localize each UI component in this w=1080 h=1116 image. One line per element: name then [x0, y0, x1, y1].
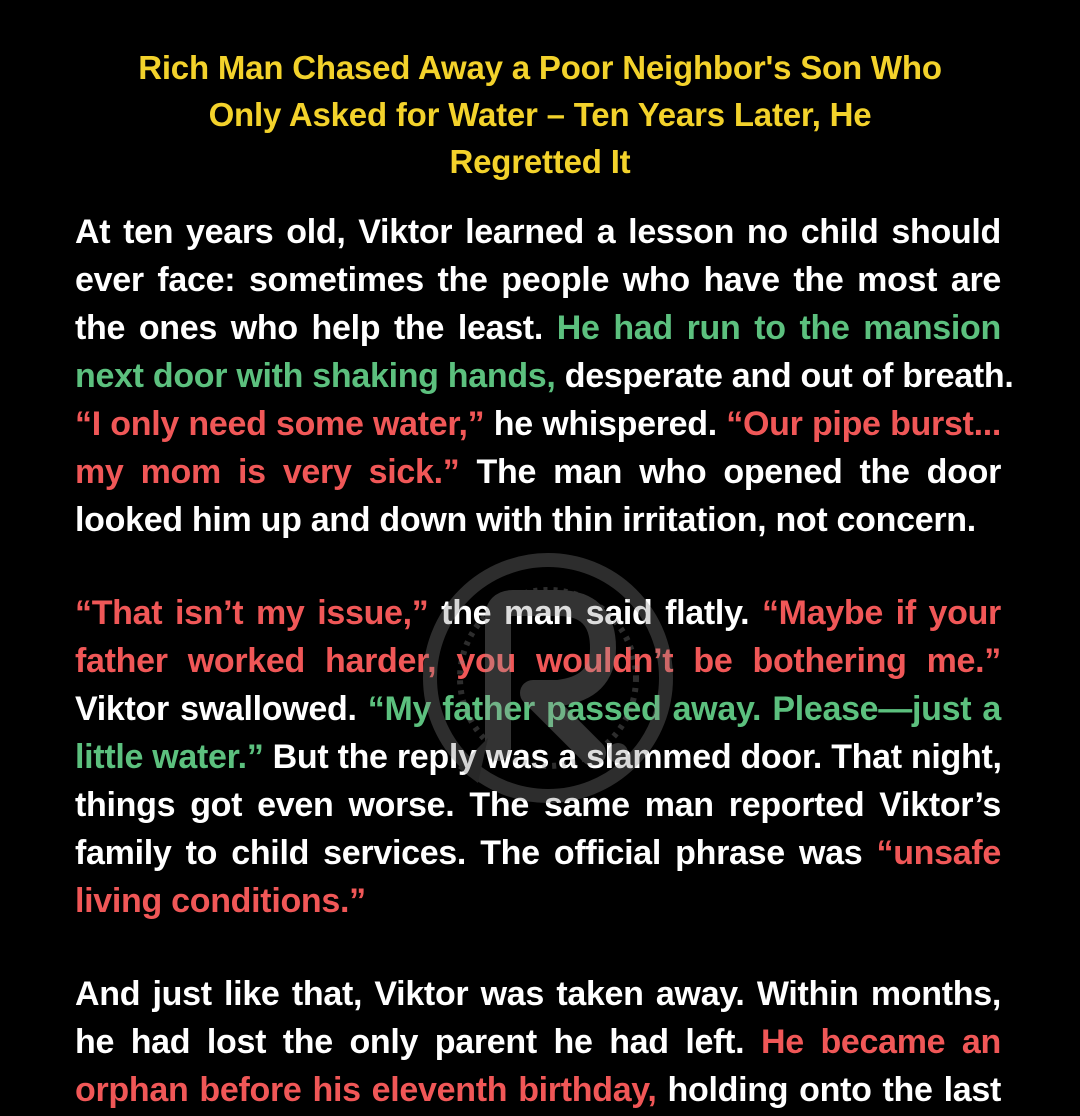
body-text: Viktor swallowed.: [75, 690, 368, 728]
body-text: And just like that, Viktor was taken away. Within months,: [75, 975, 1001, 1013]
highlight-red-text: orphan before his eleventh birthday,: [75, 1071, 657, 1109]
paragraph-1: [75, 208, 1014, 544]
body-text: But the reply was a slammed door. That night,: [263, 738, 1002, 776]
body-text: he whispered.: [484, 405, 727, 443]
text-line: [75, 256, 1001, 304]
highlight-red-text: my mom is very sick.”: [75, 453, 460, 491]
text-line: [75, 448, 1001, 496]
highlight-red-text: “Maybe if your: [761, 594, 1001, 632]
highlight-green-text: next door with shaking hands,: [75, 357, 556, 395]
text-line: [75, 496, 1001, 544]
text-line: [75, 1066, 1001, 1114]
highlight-red-text: “That isn’t my issue,”: [75, 594, 429, 632]
text-line: [75, 304, 1001, 352]
body-text: the ones who help the least.: [75, 309, 557, 347]
body-text: the man said flatly.: [428, 594, 762, 632]
highlight-green-text: He had run to the mansion: [556, 309, 1001, 347]
paragraph-3: [75, 970, 1001, 1114]
text-line: [75, 400, 1001, 448]
body-text: At ten years old, Viktor learned a lesson no child should: [75, 213, 1001, 251]
highlight-red-text: “Our pipe burst...: [726, 405, 1002, 443]
highlight-green-text: little water.”: [75, 738, 264, 776]
highlight-red-text: “unsafe: [876, 834, 1001, 872]
highlight-green-text: “My father passed away. Please—just a: [367, 690, 1001, 728]
title-line-3: Regretted It: [449, 143, 631, 180]
title-line-1: Rich Man Chased Away a Poor Neighbor's Son Who: [138, 49, 942, 86]
highlight-red-text: living conditions.”: [75, 882, 366, 920]
text-line: [75, 970, 1001, 1018]
story-title: [60, 44, 1020, 185]
body-text: holding onto the last: [656, 1071, 1001, 1109]
logo-watermark-icon: [418, 548, 678, 808]
title-line-2: Only Asked for Water – Ten Years Later, He: [208, 96, 872, 133]
body-text: desperate and out of breath.: [555, 357, 1014, 395]
body-text: family to child services. The official phrase was: [75, 834, 877, 872]
highlight-red-text: He became an: [760, 1023, 1001, 1061]
body-text: things got even worse. The same man reported Viktor’s: [75, 786, 1001, 824]
highlight-red-text: father worked harder, you wouldn’t be bothering me.”: [75, 642, 1001, 680]
text-line: [75, 208, 1001, 256]
body-text: looked him up and down with thin irritation, not concern.: [75, 501, 976, 539]
text-line: [75, 877, 1001, 925]
body-text: The man who opened the door: [459, 453, 1002, 491]
body-text: ever face: sometimes the people who have the most are: [75, 261, 1001, 299]
text-line: [75, 352, 1014, 400]
text-line: [75, 829, 1001, 877]
body-text: he had lost the only parent he had left.: [75, 1023, 761, 1061]
highlight-red-text: “I only need some water,”: [75, 405, 485, 443]
text-line: [75, 1018, 1001, 1066]
